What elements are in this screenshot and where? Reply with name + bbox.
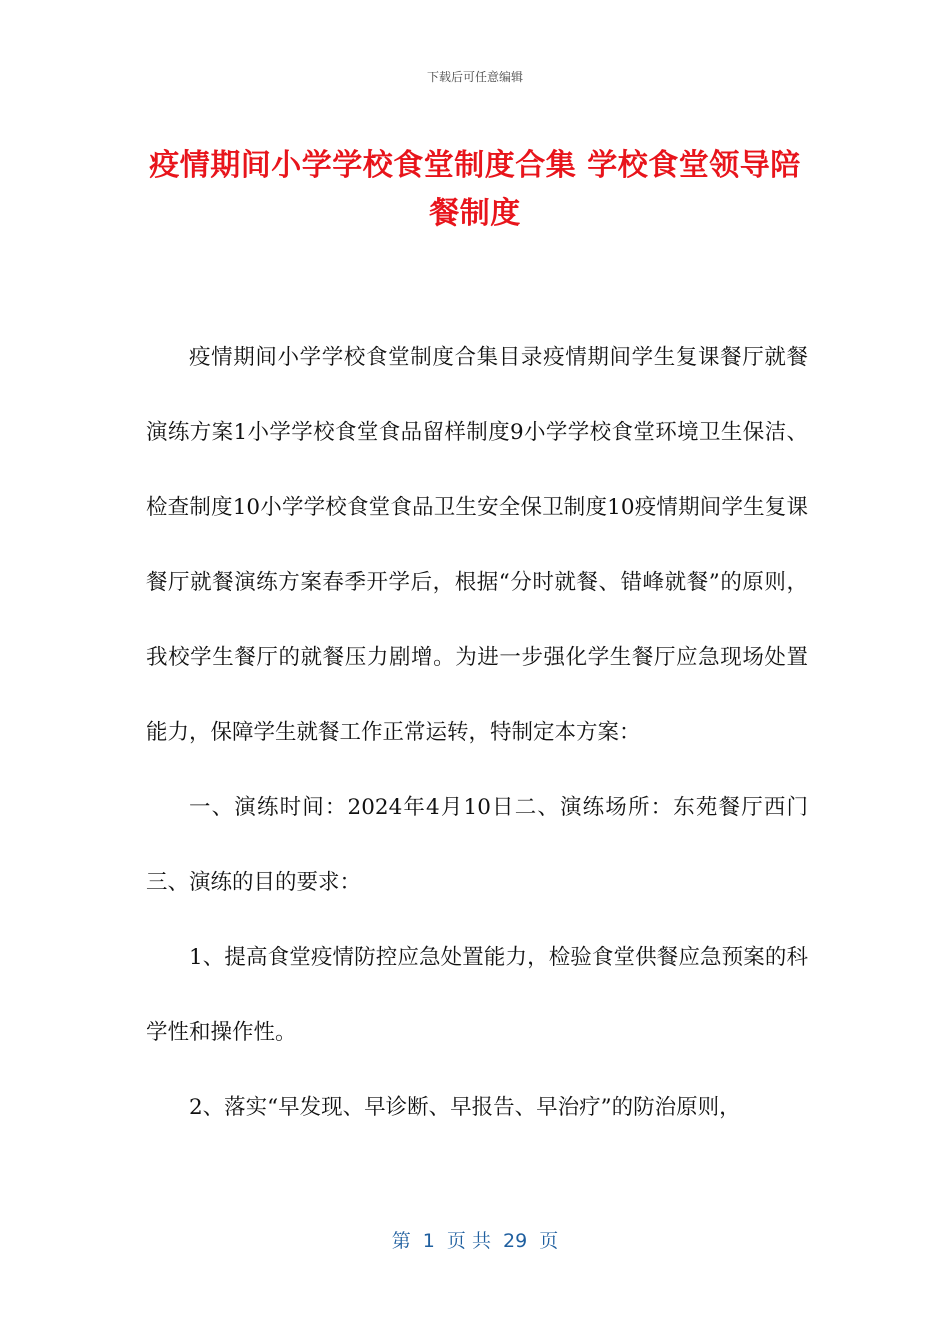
- page-number-footer: 第 1 页 共 29 页: [391, 1230, 559, 1252]
- body-paragraph: 疫情期间小学学校食堂制度合集目录疫情期间学生复课餐厅就餐演练方案1小学学校食堂食品留样制度9小学学校食堂环境卫生保洁、检查制度10小学学校食堂食品卫生安全保卫制度10疫情期间学生复课餐厅就餐演练方案春季开学后，根据“分时就餐、错峰就餐”的原则，我校学生餐厅的就餐压力剧增。为进一步强化学生餐厅应急现场处置能力，保障学生就餐工作正常运转，特制定本方案：: [146, 345, 808, 745]
- document-body: [146, 320, 808, 1145]
- body-paragraph: 一、演练时间：2024年4月10日二、演练场所：东苑餐厅西门三、演练的目的要求：: [146, 795, 808, 895]
- body-paragraph: 1、提高食堂疫情防控应急处置能力，检验食堂供餐应急预案的科学性和操作性。: [146, 945, 808, 1045]
- header-watermark: 下载后可任意编辑: [426, 70, 523, 84]
- document-title: 疫情期间小学学校食堂制度合集 学校食堂领导陪餐制度: [149, 148, 801, 231]
- body-paragraph: 2、落实“早发现、早诊断、早报告、早治疗”的防治原则，: [189, 1095, 741, 1120]
